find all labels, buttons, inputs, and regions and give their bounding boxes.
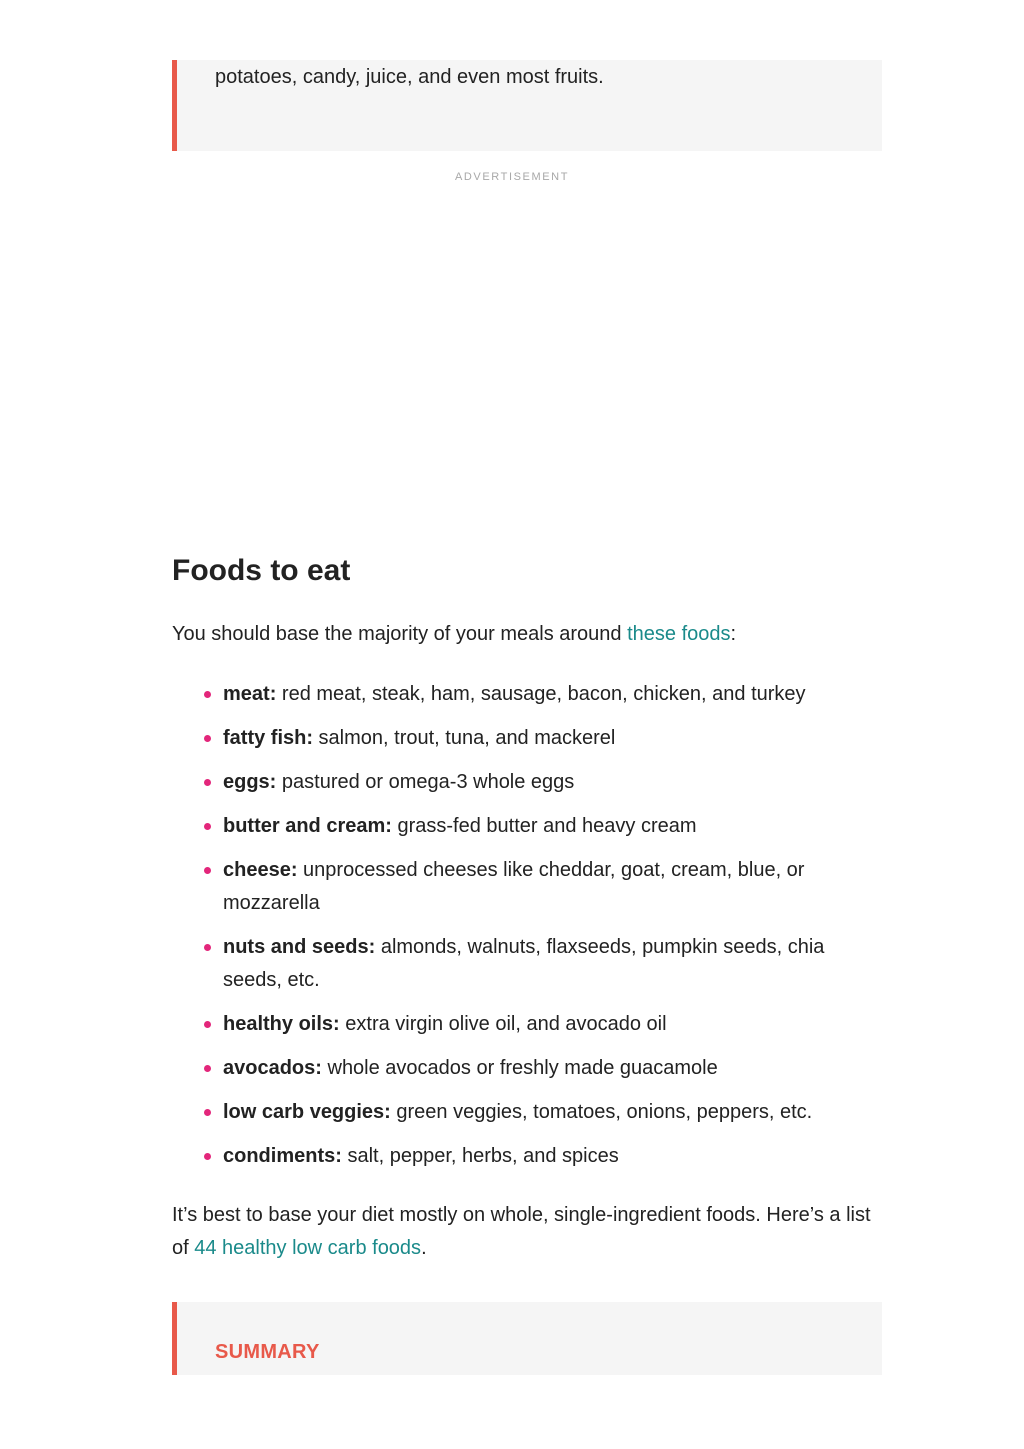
item-term: eggs: — [223, 771, 277, 793]
bullet-icon — [204, 1065, 211, 1072]
list-item — [172, 1140, 882, 1173]
list-item — [172, 854, 882, 920]
item-description: salmon, trout, tuna, and mackerel — [313, 727, 616, 749]
list-item — [172, 1096, 882, 1129]
summary-label: SUMMARY — [215, 1341, 320, 1363]
item-description: unprocessed cheeses like cheddar, goat, cream, blue, or mozzarella — [223, 859, 805, 914]
item-term: meat: — [223, 683, 277, 705]
bullet-icon — [204, 779, 211, 786]
list-item — [172, 931, 882, 997]
list-item — [172, 1052, 882, 1085]
these-foods-link[interactable]: these foods — [627, 623, 731, 645]
item-term: fatty fish: — [223, 727, 313, 749]
summary-callout — [172, 1302, 882, 1375]
advertisement-slot — [172, 192, 882, 522]
item-description: extra virgin olive oil, and avocado oil — [339, 1013, 667, 1035]
item-term: nuts and seeds: — [223, 936, 376, 958]
item-description: pastured or omega-3 whole eggs — [276, 771, 575, 793]
bullet-icon — [204, 1109, 211, 1116]
intro-paragraph — [172, 619, 882, 649]
bullet-icon — [204, 944, 211, 951]
list-item — [172, 810, 882, 843]
item-description: whole avocados or freshly made guacamole — [321, 1057, 718, 1079]
quote-callout-top — [172, 60, 882, 151]
intro-punctuation: : — [730, 623, 737, 645]
callout-text: potatoes, candy, juice, and even most fruits. — [215, 66, 604, 88]
outro-punctuation: . — [421, 1237, 427, 1259]
list-item — [172, 766, 882, 799]
item-description: grass-fed butter and heavy cream — [391, 815, 697, 837]
item-description: red meat, steak, ham, sausage, bacon, chicken, and turkey — [276, 683, 806, 705]
item-term: avocados: — [223, 1057, 322, 1079]
outro-text: It’s best to base your diet mostly on whole, single-ingredient foods. Here’s a list of — [172, 1204, 871, 1259]
item-term: low carb veggies: — [223, 1101, 391, 1123]
section-heading: Foods to eat — [172, 554, 351, 587]
bullet-icon — [204, 823, 211, 830]
bullet-icon — [204, 867, 211, 874]
bullet-icon — [204, 1021, 211, 1028]
list-item — [172, 722, 882, 755]
item-description: salt, pepper, herbs, and spices — [341, 1145, 619, 1167]
item-description: almonds, walnuts, flaxseeds, pumpkin seeds, chia seeds, etc. — [223, 936, 825, 991]
foods-list — [172, 678, 882, 1184]
bullet-icon — [204, 691, 211, 698]
intro-text: You should base the majority of your meals around — [172, 623, 628, 645]
advertisement-label: ADVERTISEMENT — [454, 171, 570, 183]
item-term: condiments: — [223, 1145, 342, 1167]
item-term: healthy oils: — [223, 1013, 340, 1035]
bullet-icon — [204, 735, 211, 742]
item-term: cheese: — [223, 859, 298, 881]
list-item — [172, 678, 882, 711]
bullet-icon — [204, 1153, 211, 1160]
outro-paragraph — [172, 1199, 884, 1265]
item-term: butter and cream: — [223, 815, 392, 837]
low-carb-foods-link[interactable]: 44 healthy low carb foods — [194, 1237, 422, 1259]
item-description: green veggies, tomatoes, onions, peppers, etc. — [390, 1101, 813, 1123]
list-item — [172, 1008, 882, 1041]
